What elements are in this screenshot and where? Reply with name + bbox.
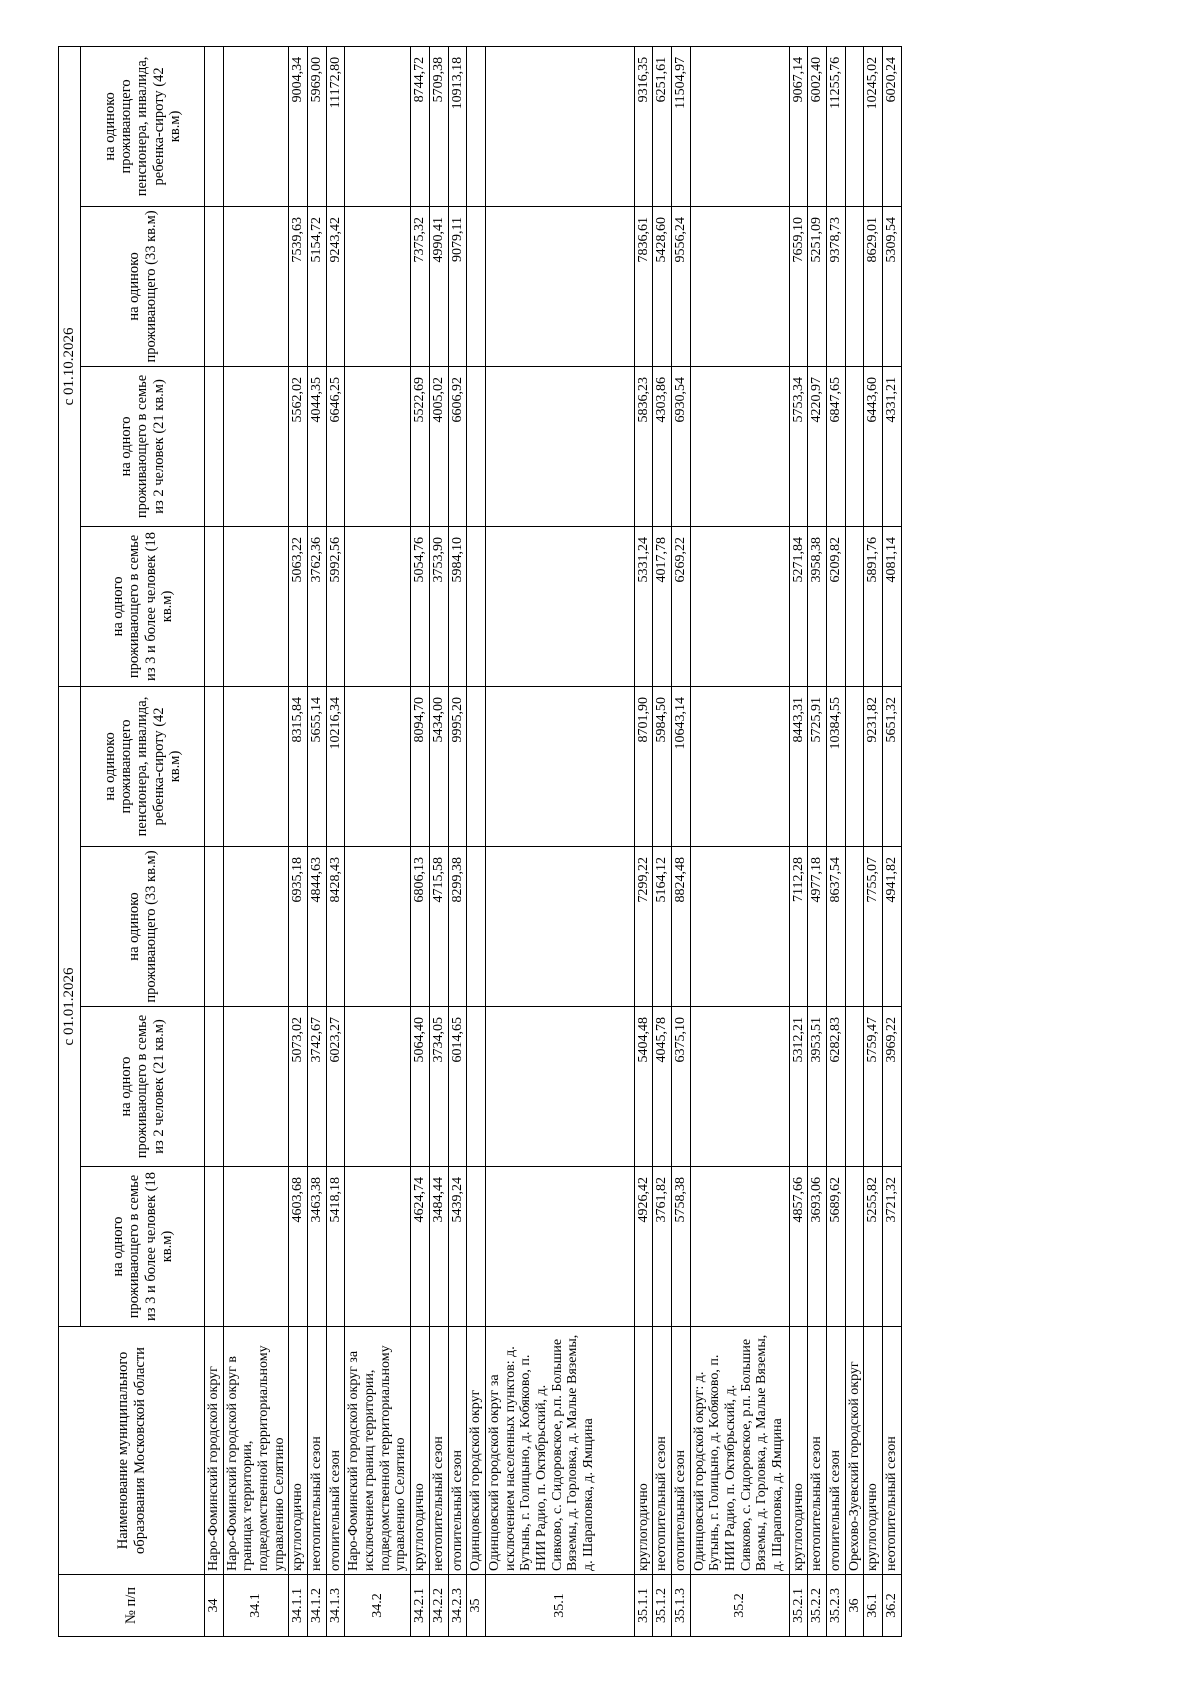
- value-cell: 4977,18: [808, 847, 827, 1007]
- value-cell: 7836,61: [634, 206, 653, 366]
- value-cell: 3742,67: [308, 1007, 327, 1167]
- value-cell: [845, 206, 864, 366]
- row-number: 34.1.2: [308, 1575, 327, 1637]
- table-row: [223, 46, 289, 1636]
- value-cell: 6020,24: [882, 46, 901, 206]
- value-cell: 5836,23: [634, 366, 653, 526]
- value-cell: 7375,32: [411, 206, 430, 366]
- row-name: круглогодично: [411, 1327, 430, 1575]
- value-cell: 9995,20: [448, 686, 467, 846]
- value-cell: 6002,40: [808, 46, 827, 206]
- row-name: отопительный сезон: [671, 1327, 690, 1575]
- table-row: [308, 46, 327, 1636]
- value-cell: 5709,38: [430, 46, 449, 206]
- value-cell: 8299,38: [448, 847, 467, 1007]
- table-row: [430, 46, 449, 1636]
- value-cell: 3721,32: [882, 1167, 901, 1327]
- value-cell: 8428,43: [326, 847, 345, 1007]
- row-number: 35.1.2: [653, 1575, 672, 1637]
- table-row: [808, 46, 827, 1636]
- value-cell: 9004,34: [289, 46, 308, 206]
- value-cell: 6282,83: [826, 1007, 845, 1167]
- value-cell: 4857,66: [789, 1167, 808, 1327]
- table-row: [205, 46, 224, 1636]
- row-number: 34.1: [223, 1575, 289, 1637]
- value-cell: 5271,84: [789, 526, 808, 686]
- value-cell: 5992,56: [326, 526, 345, 686]
- value-cell: 3969,22: [882, 1007, 901, 1167]
- value-cell: 4044,35: [308, 366, 327, 526]
- value-cell: 4081,14: [882, 526, 901, 686]
- value-cell: 5891,76: [864, 526, 883, 686]
- value-cell: 5164,12: [653, 847, 672, 1007]
- value-cell: [205, 46, 224, 206]
- value-cell: [205, 366, 224, 526]
- value-cell: 3762,36: [308, 526, 327, 686]
- value-cell: [845, 1007, 864, 1167]
- value-cell: [467, 526, 486, 686]
- value-cell: 8315,84: [289, 686, 308, 846]
- row-name: неотопительный сезон: [808, 1327, 827, 1575]
- value-cell: 10643,14: [671, 686, 690, 846]
- value-cell: 5759,47: [864, 1007, 883, 1167]
- value-cell: [345, 526, 411, 686]
- value-cell: [223, 1167, 289, 1327]
- table-row: [826, 46, 845, 1636]
- table-row: [486, 46, 635, 1636]
- value-cell: 3484,44: [430, 1167, 449, 1327]
- value-cell: [486, 1167, 635, 1327]
- value-cell: 4624,74: [411, 1167, 430, 1327]
- row-name: Наро-Фоминский городской округ: [205, 1327, 224, 1575]
- value-cell: [345, 206, 411, 366]
- value-cell: 7659,10: [789, 206, 808, 366]
- value-cell: [486, 206, 635, 366]
- table-body: [205, 46, 902, 1636]
- value-cell: [205, 526, 224, 686]
- value-cell: 6375,10: [671, 1007, 690, 1167]
- value-cell: [467, 1007, 486, 1167]
- value-cell: 5418,18: [326, 1167, 345, 1327]
- value-cell: 5064,40: [411, 1007, 430, 1167]
- value-cell: [205, 847, 224, 1007]
- value-cell: 4017,78: [653, 526, 672, 686]
- value-cell: 5054,76: [411, 526, 430, 686]
- row-number: 35.2.1: [789, 1575, 808, 1637]
- row-name: Одинцовский городской округ за исключением населенных пунктов: д. Бутынь, г. Голицыно, д. Кобяково, п. НИИ Радио, п. Октябрьский, д. Сивково, с. Сидоровское, р.п. Большие Вяземы, д. Горловка, д. Малые Вяземы, д. Шараповка, д. Ямщина: [486, 1327, 635, 1575]
- value-cell: 6269,22: [671, 526, 690, 686]
- value-cell: [223, 1007, 289, 1167]
- value-cell: [467, 366, 486, 526]
- row-name: Одинцовский городской округ: [467, 1327, 486, 1575]
- value-cell: 4844,63: [308, 847, 327, 1007]
- value-cell: [690, 1167, 789, 1327]
- value-cell: [345, 46, 411, 206]
- value-cell: 5651,32: [882, 686, 901, 846]
- value-cell: 5984,50: [653, 686, 672, 846]
- value-cell: [205, 206, 224, 366]
- table-row: [864, 46, 883, 1636]
- row-number: 36.2: [882, 1575, 901, 1637]
- value-cell: 5331,24: [634, 526, 653, 686]
- value-cell: [345, 1167, 411, 1327]
- row-number: 36: [845, 1575, 864, 1637]
- value-cell: 6935,18: [289, 847, 308, 1007]
- value-cell: 10384,55: [826, 686, 845, 846]
- row-number: 35.2.2: [808, 1575, 827, 1637]
- value-cell: 9067,14: [789, 46, 808, 206]
- value-cell: [690, 366, 789, 526]
- row-number: 34.1.1: [289, 1575, 308, 1637]
- row-name: Одинцовский городской округ: д. Бутынь, г. Голицыно, д. Кобяково, п. НИИ Радио, п. Октябрьский, д. Сивково, с. Сидоровское, р.п. Большие Вяземы, д. Горловка, д. Малые Вяземы, д. Шараповка, д. Ямщина: [690, 1327, 789, 1575]
- value-cell: [205, 1167, 224, 1327]
- value-cell: 3753,90: [430, 526, 449, 686]
- value-cell: [223, 206, 289, 366]
- value-cell: [467, 1167, 486, 1327]
- value-cell: 5725,91: [808, 686, 827, 846]
- value-cell: [223, 46, 289, 206]
- value-cell: 7112,28: [789, 847, 808, 1007]
- value-cell: 8701,90: [634, 686, 653, 846]
- row-name: круглогодично: [289, 1327, 308, 1575]
- header-sub-4: на одиноко проживающего пенсионера, инвалида, ребенка-сироту (42 кв.м): [81, 686, 205, 846]
- value-cell: 6443,60: [864, 366, 883, 526]
- table-row: [289, 46, 308, 1636]
- value-cell: 5753,34: [789, 366, 808, 526]
- value-cell: 9316,35: [634, 46, 653, 206]
- value-cell: 6014,65: [448, 1007, 467, 1167]
- value-cell: [486, 366, 635, 526]
- row-name: отопительный сезон: [826, 1327, 845, 1575]
- value-cell: 3693,06: [808, 1167, 827, 1327]
- row-number: 35.1: [486, 1575, 635, 1637]
- value-cell: [845, 46, 864, 206]
- row-name: Наро-Фоминский городской округ за исключением границ территории, подведомственной территориальному управлению Селятино: [345, 1327, 411, 1575]
- value-cell: 7539,63: [289, 206, 308, 366]
- value-cell: [486, 686, 635, 846]
- value-cell: [223, 526, 289, 686]
- value-cell: 5404,48: [634, 1007, 653, 1167]
- row-number: 36.1: [864, 1575, 883, 1637]
- value-cell: [467, 206, 486, 366]
- value-cell: 5655,14: [308, 686, 327, 846]
- value-cell: 3463,38: [308, 1167, 327, 1327]
- value-cell: 11255,76: [826, 46, 845, 206]
- table-row: [653, 46, 672, 1636]
- header-sub-4: на одиноко проживающего пенсионера, инвалида, ребенка-сироту (42 кв.м): [81, 46, 205, 206]
- value-cell: 8744,72: [411, 46, 430, 206]
- table-row: [326, 46, 345, 1636]
- value-cell: 4331,21: [882, 366, 901, 526]
- table-row: [690, 46, 789, 1636]
- table-row: [845, 46, 864, 1636]
- value-cell: [223, 847, 289, 1007]
- value-cell: 11172,80: [326, 46, 345, 206]
- value-cell: 5689,62: [826, 1167, 845, 1327]
- row-number: 35.2.3: [826, 1575, 845, 1637]
- row-name: неотопительный сезон: [308, 1327, 327, 1575]
- value-cell: 6646,25: [326, 366, 345, 526]
- value-cell: [205, 686, 224, 846]
- value-cell: [467, 686, 486, 846]
- header-sub-1: на одного проживающего в семье из 3 и более человек (18 кв.м): [81, 526, 205, 686]
- value-cell: [486, 1007, 635, 1167]
- value-cell: 8824,48: [671, 847, 690, 1007]
- value-cell: 7299,22: [634, 847, 653, 1007]
- row-name: отопительный сезон: [448, 1327, 467, 1575]
- value-cell: 10245,02: [864, 46, 883, 206]
- value-cell: 4220,97: [808, 366, 827, 526]
- value-cell: 9556,24: [671, 206, 690, 366]
- value-cell: [345, 366, 411, 526]
- row-number: 35.1.3: [671, 1575, 690, 1637]
- row-number: 35: [467, 1575, 486, 1637]
- row-name: круглогодично: [634, 1327, 653, 1575]
- value-cell: [223, 686, 289, 846]
- value-cell: 3953,51: [808, 1007, 827, 1167]
- row-name: круглогодично: [789, 1327, 808, 1575]
- header-sub-1: на одного проживающего в семье из 3 и более человек (18 кв.м): [81, 1167, 205, 1327]
- value-cell: [690, 206, 789, 366]
- value-cell: 8637,54: [826, 847, 845, 1007]
- value-cell: 10913,18: [448, 46, 467, 206]
- header-period-2: с 01.10.2026: [59, 46, 81, 686]
- value-cell: 5312,21: [789, 1007, 808, 1167]
- value-cell: [345, 686, 411, 846]
- value-cell: 11504,97: [671, 46, 690, 206]
- header-sub-3: на одиноко проживающего (33 кв.м): [81, 847, 205, 1007]
- value-cell: [467, 847, 486, 1007]
- value-cell: [845, 686, 864, 846]
- table-row: [634, 46, 653, 1636]
- value-cell: [690, 46, 789, 206]
- value-cell: 5984,10: [448, 526, 467, 686]
- header-sub-2: на одного проживающего в семье из 2 человек (21 кв.м): [81, 366, 205, 526]
- value-cell: 5255,82: [864, 1167, 883, 1327]
- value-cell: 6209,82: [826, 526, 845, 686]
- table-row: [345, 46, 411, 1636]
- value-cell: 4005,02: [430, 366, 449, 526]
- value-cell: 9079,11: [448, 206, 467, 366]
- value-cell: 5969,00: [308, 46, 327, 206]
- table-row: [448, 46, 467, 1636]
- header-sub-3: на одиноко проживающего (33 кв.м): [81, 206, 205, 366]
- value-cell: [845, 847, 864, 1007]
- value-cell: 8094,70: [411, 686, 430, 846]
- value-cell: 6023,27: [326, 1007, 345, 1167]
- header-name: Наименование муниципального образования Московской области: [59, 1327, 205, 1575]
- value-cell: 4990,41: [430, 206, 449, 366]
- row-name: неотопительный сезон: [653, 1327, 672, 1575]
- value-cell: 7755,07: [864, 847, 883, 1007]
- row-name: Наро-Фоминский городской округ в границах территории, подведомственной территориальному управлению Селятино: [223, 1327, 289, 1575]
- row-number: 34.2.2: [430, 1575, 449, 1637]
- row-name: круглогодично: [864, 1327, 883, 1575]
- value-cell: 4303,86: [653, 366, 672, 526]
- value-cell: [223, 366, 289, 526]
- table-row: [789, 46, 808, 1636]
- value-cell: [690, 847, 789, 1007]
- value-cell: [205, 1007, 224, 1167]
- value-cell: [467, 46, 486, 206]
- value-cell: 5758,38: [671, 1167, 690, 1327]
- value-cell: 5439,24: [448, 1167, 467, 1327]
- value-cell: [690, 1007, 789, 1167]
- value-cell: 3734,05: [430, 1007, 449, 1167]
- value-cell: 5562,02: [289, 366, 308, 526]
- value-cell: 5428,60: [653, 206, 672, 366]
- value-cell: 5522,69: [411, 366, 430, 526]
- value-cell: 10216,34: [326, 686, 345, 846]
- value-cell: [486, 847, 635, 1007]
- value-cell: [690, 686, 789, 846]
- value-cell: 6930,54: [671, 366, 690, 526]
- row-number: 35.2: [690, 1575, 789, 1637]
- row-number: 34.2.1: [411, 1575, 430, 1637]
- row-name: неотопительный сезон: [430, 1327, 449, 1575]
- table-row: [882, 46, 901, 1636]
- value-cell: 6847,65: [826, 366, 845, 526]
- table-row: [411, 46, 430, 1636]
- row-name: отопительный сезон: [326, 1327, 345, 1575]
- row-number: 34.2.3: [448, 1575, 467, 1637]
- value-cell: 5251,09: [808, 206, 827, 366]
- value-cell: 9243,42: [326, 206, 345, 366]
- header-sub-2: на одного проживающего в семье из 2 человек (21 кв.м): [81, 1007, 205, 1167]
- header-period-1: с 01.01.2026: [59, 686, 81, 1326]
- value-cell: [845, 526, 864, 686]
- value-cell: 9378,73: [826, 206, 845, 366]
- value-cell: [345, 1007, 411, 1167]
- row-number: 34.1.3: [326, 1575, 345, 1637]
- value-cell: 5073,02: [289, 1007, 308, 1167]
- value-cell: 5154,72: [308, 206, 327, 366]
- value-cell: [845, 1167, 864, 1327]
- value-cell: [690, 526, 789, 686]
- value-cell: 5063,22: [289, 526, 308, 686]
- value-cell: 8629,01: [864, 206, 883, 366]
- row-name: неотопительный сезон: [882, 1327, 901, 1575]
- value-cell: 4045,78: [653, 1007, 672, 1167]
- value-cell: 6251,61: [653, 46, 672, 206]
- value-cell: 5434,00: [430, 686, 449, 846]
- tariff-table: [58, 46, 902, 1637]
- row-number: 35.1.1: [634, 1575, 653, 1637]
- value-cell: 4603,68: [289, 1167, 308, 1327]
- value-cell: [486, 526, 635, 686]
- value-cell: [486, 46, 635, 206]
- value-cell: 3958,38: [808, 526, 827, 686]
- header-num: № п/п: [59, 1575, 205, 1637]
- value-cell: 4926,42: [634, 1167, 653, 1327]
- value-cell: 5309,54: [882, 206, 901, 366]
- row-name: Орехово-Зуевский городской округ: [845, 1327, 864, 1575]
- table-row: [671, 46, 690, 1636]
- value-cell: [345, 847, 411, 1007]
- value-cell: 9231,82: [864, 686, 883, 846]
- value-cell: 4941,82: [882, 847, 901, 1007]
- value-cell: 4715,58: [430, 847, 449, 1007]
- value-cell: [845, 366, 864, 526]
- row-number: 34.2: [345, 1575, 411, 1637]
- value-cell: 8443,31: [789, 686, 808, 846]
- value-cell: 6806,13: [411, 847, 430, 1007]
- value-cell: 6606,92: [448, 366, 467, 526]
- table-row: [467, 46, 486, 1636]
- value-cell: 3761,82: [653, 1167, 672, 1327]
- row-number: 34: [205, 1575, 224, 1637]
